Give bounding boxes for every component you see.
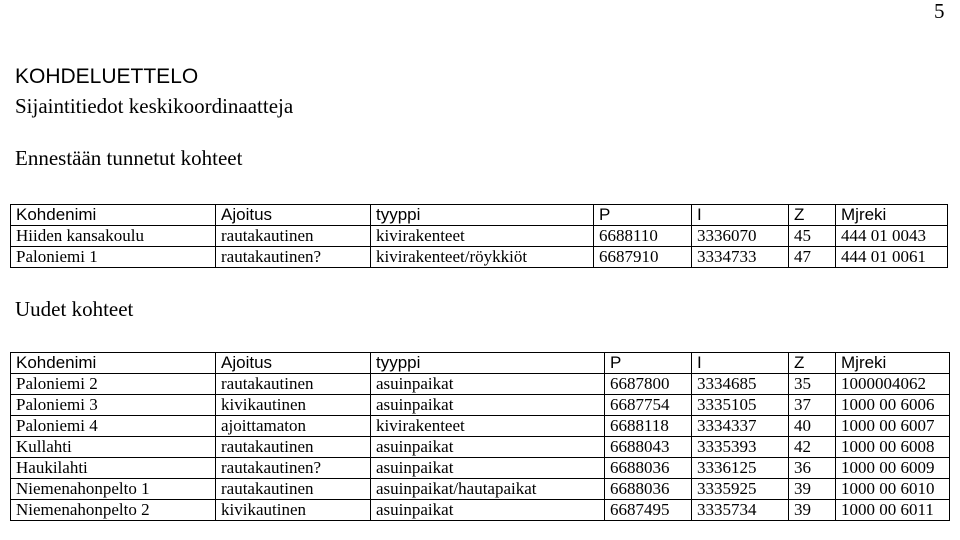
table-row	[11, 226, 948, 247]
table-row	[11, 374, 950, 395]
cell-p: 6687800	[605, 374, 692, 395]
table-row	[11, 500, 950, 521]
cell-i: 3335925	[692, 479, 789, 500]
cell-z: 47	[789, 247, 836, 268]
known-sites-table	[10, 204, 948, 268]
cell-ajoitus: rautakautinen	[216, 437, 371, 458]
new-sites-heading: Uudet kohteet	[15, 297, 134, 321]
column-header-ajoitus: Ajoitus	[216, 353, 371, 374]
cell-i: 3334337	[692, 416, 789, 437]
table-row	[11, 458, 950, 479]
table-row	[11, 437, 950, 458]
cell-tyyppi: kivirakenteet/röykkiöt	[371, 247, 594, 268]
cell-i: 3335393	[692, 437, 789, 458]
cell-kohdenimi: Paloniemi 4	[11, 416, 216, 437]
cell-z: 36	[789, 458, 836, 479]
table-row	[11, 416, 950, 437]
column-header-kohdenimi: Kohdenimi	[11, 205, 216, 226]
cell-ajoitus: rautakautinen?	[216, 458, 371, 479]
cell-tyyppi: kivirakenteet	[371, 226, 594, 247]
column-header-z: Z	[789, 353, 836, 374]
cell-p: 6687754	[605, 395, 692, 416]
cell-p: 6688110	[594, 226, 692, 247]
column-header-p: P	[605, 353, 692, 374]
cell-mjreki: 1000 00 6006	[836, 395, 950, 416]
cell-i: 3335105	[692, 395, 789, 416]
column-header-mjreki: Mjreki	[836, 353, 950, 374]
cell-kohdenimi: Kullahti	[11, 437, 216, 458]
cell-kohdenimi: Niemenahonpelto 2	[11, 500, 216, 521]
cell-z: 35	[789, 374, 836, 395]
cell-ajoitus: ajoittamaton	[216, 416, 371, 437]
cell-tyyppi: asuinpaikat	[371, 500, 605, 521]
document-title: KOHDELUETTELO	[15, 65, 199, 88]
cell-kohdenimi: Paloniemi 3	[11, 395, 216, 416]
cell-tyyppi: kivirakenteet	[371, 416, 605, 437]
cell-mjreki: 444 01 0061	[836, 247, 948, 268]
cell-i: 3334685	[692, 374, 789, 395]
cell-p: 6688036	[605, 458, 692, 479]
table-row	[11, 479, 950, 500]
cell-i: 3336125	[692, 458, 789, 479]
cell-kohdenimi: Hiiden kansakoulu	[11, 226, 216, 247]
known-sites-heading: Ennestään tunnetut kohteet	[15, 146, 243, 170]
cell-kohdenimi: Haukilahti	[11, 458, 216, 479]
table-header-row	[11, 205, 948, 226]
cell-p: 6688036	[605, 479, 692, 500]
cell-ajoitus: kivikautinen	[216, 395, 371, 416]
new-sites-table	[10, 352, 950, 521]
table-row	[11, 247, 948, 268]
cell-ajoitus: kivikautinen	[216, 500, 371, 521]
cell-p: 6687495	[605, 500, 692, 521]
column-header-kohdenimi: Kohdenimi	[11, 353, 216, 374]
cell-ajoitus: rautakautinen	[216, 479, 371, 500]
cell-z: 40	[789, 416, 836, 437]
document-subtitle: Sijaintitiedot keskikoordinaatteja	[15, 94, 294, 118]
column-header-i: I	[692, 353, 789, 374]
cell-mjreki: 1000 00 6008	[836, 437, 950, 458]
cell-i: 3334733	[692, 247, 789, 268]
column-header-tyyppi: tyyppi	[371, 353, 605, 374]
cell-mjreki: 1000 00 6009	[836, 458, 950, 479]
column-header-tyyppi: tyyppi	[371, 205, 594, 226]
cell-tyyppi: asuinpaikat	[371, 395, 605, 416]
cell-z: 42	[789, 437, 836, 458]
cell-ajoitus: rautakautinen	[216, 374, 371, 395]
cell-mjreki: 1000 00 6010	[836, 479, 950, 500]
cell-mjreki: 1000 00 6007	[836, 416, 950, 437]
cell-tyyppi: asuinpaikat	[371, 437, 605, 458]
column-header-p: P	[594, 205, 692, 226]
cell-tyyppi: asuinpaikat	[371, 458, 605, 479]
cell-tyyppi: asuinpaikat	[371, 374, 605, 395]
cell-z: 45	[789, 226, 836, 247]
column-header-ajoitus: Ajoitus	[216, 205, 371, 226]
cell-ajoitus: rautakautinen	[216, 226, 371, 247]
page-number: 5	[934, 0, 945, 23]
cell-z: 39	[789, 479, 836, 500]
cell-p: 6688043	[605, 437, 692, 458]
cell-p: 6688118	[605, 416, 692, 437]
cell-z: 39	[789, 500, 836, 521]
table-row	[11, 395, 950, 416]
column-header-mjreki: Mjreki	[836, 205, 948, 226]
table-header-row	[11, 353, 950, 374]
cell-p: 6687910	[594, 247, 692, 268]
cell-z: 37	[789, 395, 836, 416]
column-header-i: I	[692, 205, 789, 226]
cell-tyyppi: asuinpaikat/hautapaikat	[371, 479, 605, 500]
cell-mjreki: 1000004062	[836, 374, 950, 395]
cell-kohdenimi: Paloniemi 1	[11, 247, 216, 268]
cell-ajoitus: rautakautinen?	[216, 247, 371, 268]
cell-mjreki: 444 01 0043	[836, 226, 948, 247]
cell-kohdenimi: Niemenahonpelto 1	[11, 479, 216, 500]
cell-i: 3335734	[692, 500, 789, 521]
cell-mjreki: 1000 00 6011	[836, 500, 950, 521]
cell-kohdenimi: Paloniemi 2	[11, 374, 216, 395]
column-header-z: Z	[789, 205, 836, 226]
cell-i: 3336070	[692, 226, 789, 247]
